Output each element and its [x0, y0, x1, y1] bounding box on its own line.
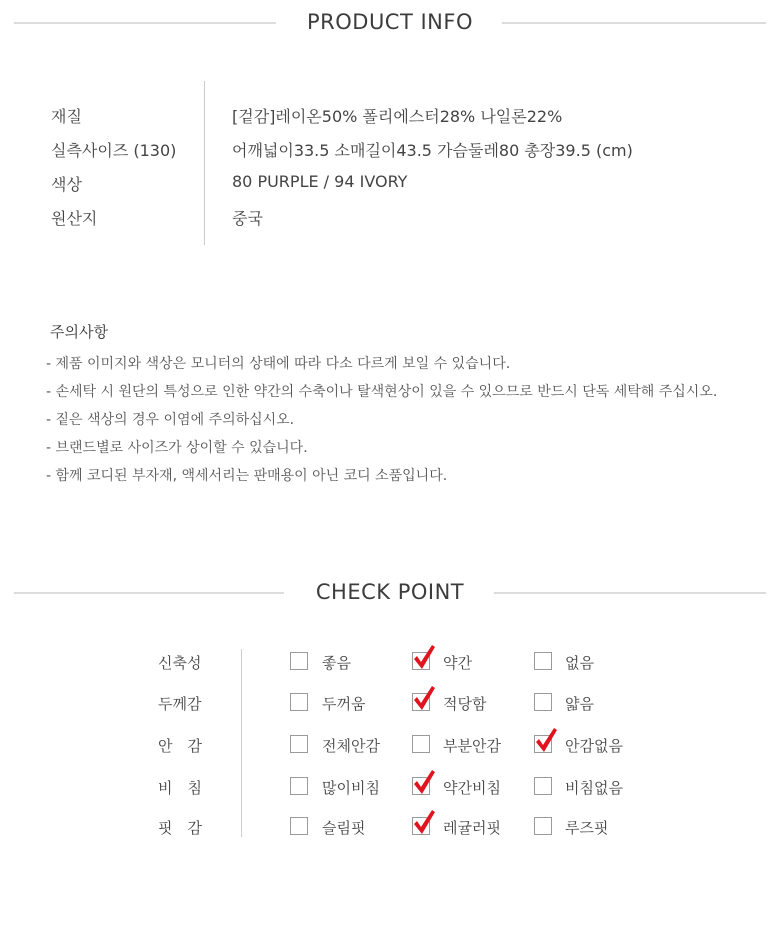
care-notes-title: 주의사항 [50, 323, 108, 341]
info-value-origin: 중국 [232, 209, 263, 228]
check-mark-icon [534, 726, 558, 754]
info-label-material: 재질 [51, 107, 82, 126]
checkbox-fit-1[interactable] [290, 817, 308, 835]
checkbox-thickness-2[interactable] [412, 693, 430, 711]
check-option-stretch-2: 약간 [443, 654, 472, 672]
check-option-thickness-1: 두꺼움 [322, 695, 366, 713]
check-option-fit-1: 슬림핏 [322, 819, 366, 837]
check-option-stretch-3: 없음 [565, 654, 594, 672]
check-label-fit [158, 817, 202, 838]
check-label-char: 침 [187, 779, 202, 797]
checkbox-sheerness-2[interactable] [412, 777, 430, 795]
checkbox-thickness-1[interactable] [290, 693, 308, 711]
checkbox-stretch-2[interactable] [412, 652, 430, 670]
check-mark-icon [412, 643, 436, 671]
check-option-fit-3: 루즈핏 [565, 819, 609, 837]
check-mark-icon [412, 808, 436, 836]
checkbox-sheerness-1[interactable] [290, 777, 308, 795]
checkbox-fit-2[interactable] [412, 817, 430, 835]
checkbox-stretch-1[interactable] [290, 652, 308, 670]
checkbox-thickness-3[interactable] [534, 693, 552, 711]
info-label-color: 색상 [51, 175, 82, 194]
product-info-title: PRODUCT INFO [306, 10, 473, 34]
check-label-lining [158, 735, 202, 756]
check-point-divider [241, 649, 242, 837]
check-mark-icon [412, 684, 436, 712]
check-option-thickness-3: 얇음 [565, 695, 594, 713]
care-note: - 함께 코디된 부자재, 액세서리는 판매용이 아닌 코디 소품입니다. [46, 468, 448, 484]
info-value-color: 80 PURPLE / 94 IVORY [232, 172, 408, 191]
check-label-stretch: 신축성 [158, 654, 202, 672]
checkbox-lining-3[interactable] [534, 735, 552, 753]
check-option-fit-2: 레귤러핏 [443, 819, 501, 837]
checkbox-fit-3[interactable] [534, 817, 552, 835]
check-label-char: 안 [158, 737, 173, 755]
check-label-char: 감 [187, 819, 202, 837]
info-label-origin: 원산지 [51, 209, 98, 228]
info-divider [204, 81, 205, 245]
check-mark-icon [412, 768, 436, 796]
check-option-thickness-2: 적당함 [443, 695, 487, 713]
care-note: - 브랜드별로 사이즈가 상이할 수 있습니다. [46, 440, 308, 456]
check-option-sheerness-1: 많이비침 [322, 779, 380, 797]
check-label-char: 감 [187, 737, 202, 755]
check-option-lining-2: 부분안감 [443, 737, 501, 755]
checkbox-sheerness-3[interactable] [534, 777, 552, 795]
check-point-title: CHECK POINT [315, 580, 465, 604]
check-label-char: 핏 [158, 819, 173, 837]
checkbox-lining-1[interactable] [290, 735, 308, 753]
check-option-lining-1: 전체안감 [322, 737, 380, 755]
care-note: - 짙은 색상의 경우 이염에 주의하십시오. [46, 412, 295, 428]
check-label-sheerness [158, 777, 202, 798]
check-option-sheerness-2: 약간비침 [443, 779, 501, 797]
checkbox-lining-2[interactable] [412, 735, 430, 753]
check-label-thickness: 두께감 [158, 695, 202, 713]
info-value-size: 어깨넓이33.5 소매길이43.5 가슴둘레80 총장39.5 (cm) [232, 141, 633, 160]
check-point-header [0, 577, 780, 607]
info-value-material: [겉감]레이온50% 폴리에스터28% 나일론22% [232, 107, 563, 126]
info-label-size: 실측사이즈 (130) [51, 141, 177, 160]
checkbox-stretch-3[interactable] [534, 652, 552, 670]
care-note: - 손세탁 시 원단의 특성으로 인한 약간의 수축이나 탈색현상이 있을 수 있으므로 반드시 단독 세탁해 주십시오. [46, 384, 718, 400]
check-option-sheerness-3: 비침없음 [565, 779, 623, 797]
check-option-stretch-1: 좋음 [322, 654, 351, 672]
care-note: - 제품 이미지와 색상은 모니터의 상태에 따라 다소 다르게 보일 수 있습니다. [46, 356, 511, 372]
check-label-char: 비 [158, 779, 173, 797]
check-option-lining-3: 안감없음 [565, 737, 623, 755]
product-info-header [0, 7, 780, 37]
